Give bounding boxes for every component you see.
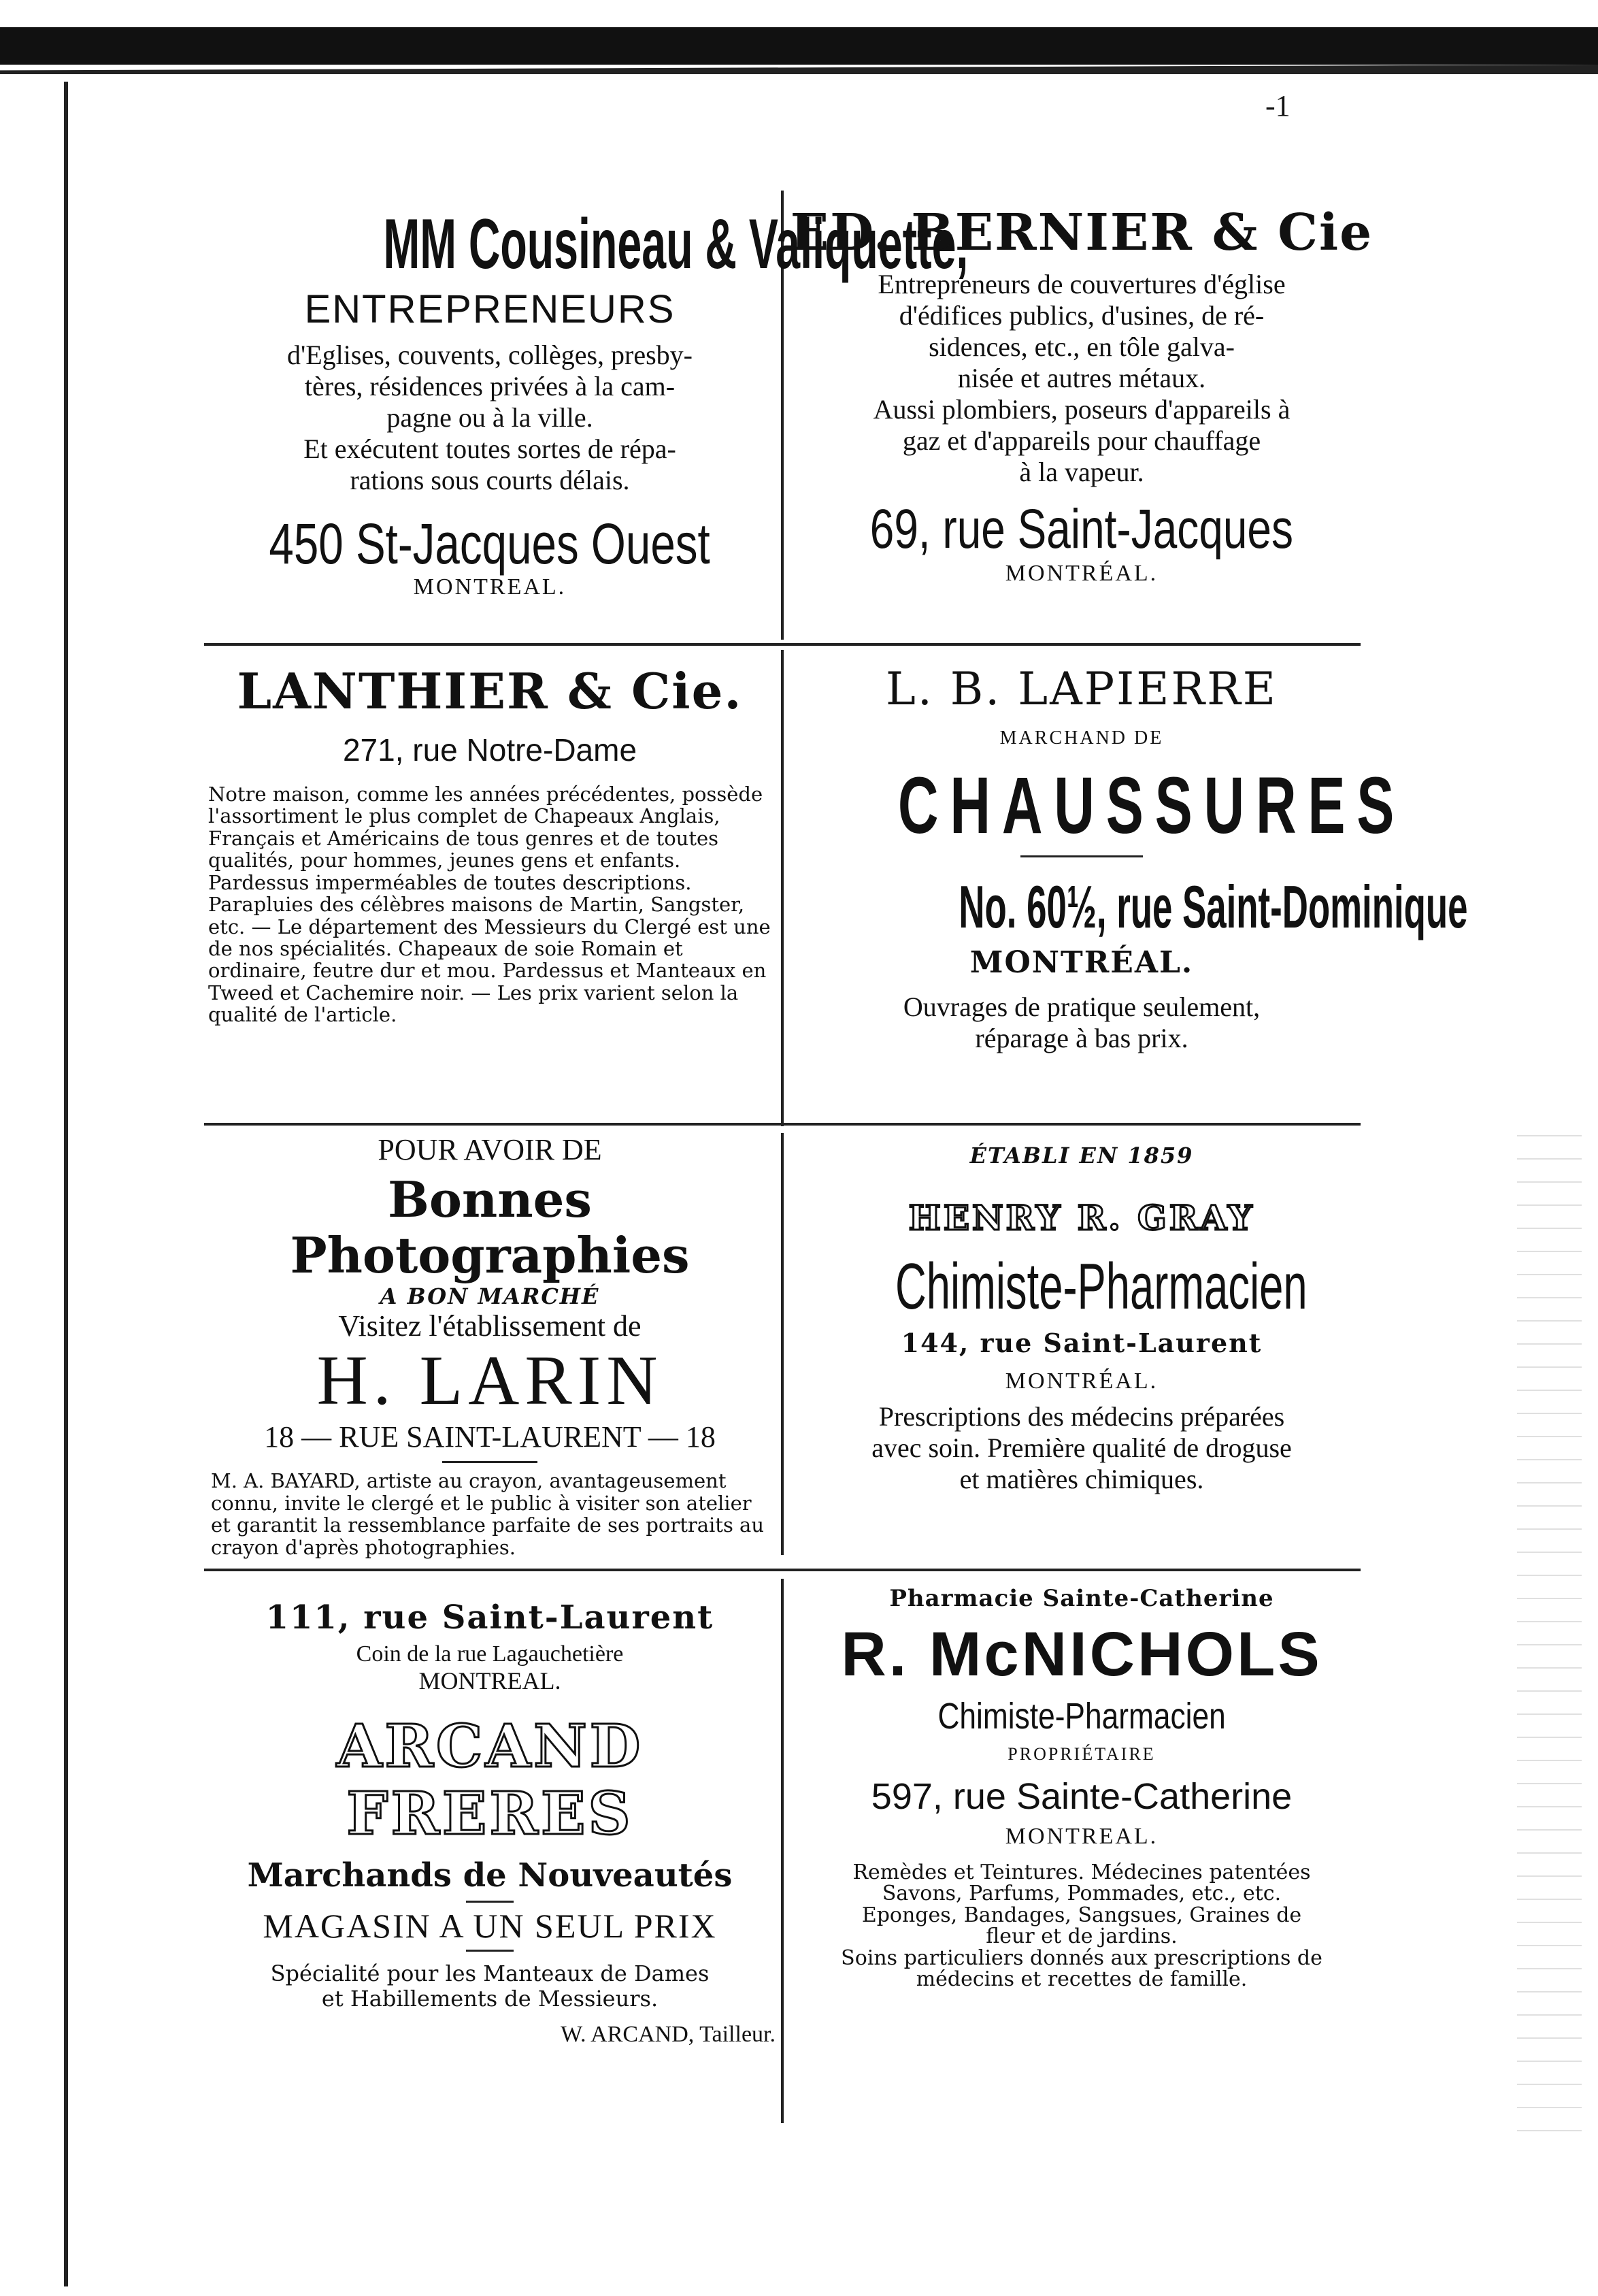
ad-rule <box>466 1901 514 1903</box>
ad-established: ÉTABLI EN 1859 <box>969 1143 1194 1168</box>
ad-desc-line: Entrepreneurs de couvertures d'église <box>878 269 1286 300</box>
ad-desc-line: sidences, etc., en tôle galva- <box>929 331 1235 363</box>
ad-desc-line: à la vapeur. <box>1019 457 1144 488</box>
ad-role: PROPRIÉTAIRE <box>1008 1743 1156 1764</box>
ad-desc-line: gaz et d'appareils pour chauffage <box>902 425 1261 457</box>
ad-henry-gray <box>789 1143 1374 1495</box>
ad-address: 597, rue Sainte-Catherine <box>871 1775 1293 1817</box>
ad-desc-line: tères, résidences privées à la cam- <box>304 370 676 401</box>
ad-name: MM Cousineau & Valiquette, <box>383 205 969 284</box>
ad-mcnichols <box>789 1586 1374 1990</box>
ad-desc-line: d'édifices publics, d'usines, de ré- <box>899 300 1265 331</box>
ad-desc-line: réparage à bas prix. <box>975 1022 1188 1053</box>
ad-tailor: W. ARCAND, Tailleur. <box>561 2021 776 2047</box>
page-top-border <box>0 0 1598 80</box>
ad-ed-bernier <box>789 204 1374 587</box>
ad-desc-line: et matières chimiques. <box>959 1464 1204 1495</box>
ad-body-text: Notre maison, comme les années précédentes, possède l'assortiment le plus complet de Chapeaux Anglais, Français et Américains de tous genres et de toutes qualités, pour hommes, jeunes gens et enfants. Pardessus imperméables de toutes descriptions. Parapluies des célèbres maisons de Martin, Sangster, etc. — Le département des Messieurs du Clergé est une de nos spécialités. Chapeaux de soie Romain et ordinaire, feutre dur et mou. Pardessus et Manteaux en Tweed et Cachemire noir. — Les prix varient selon la qualité de l'article. <box>208 782 771 1027</box>
ad-trade: Chimiste-Pharmacien <box>895 1250 1308 1324</box>
page-left-rule <box>64 82 68 2286</box>
ad-spec-line: Spécialité pour les Manteaux de Dames <box>270 1961 710 1987</box>
ad-rule <box>466 1950 514 1952</box>
ad-desc-line: Ouvrages de pratique seulement, <box>903 991 1261 1022</box>
ad-name: ED. BERNIER & Cie <box>790 203 1374 262</box>
scan-edge-noise <box>1517 1123 1582 2144</box>
ad-trade: ENTREPRENEURS <box>304 287 676 331</box>
ad-city: MONTRÉAL. <box>1005 1368 1159 1394</box>
ad-pre: Pharmacie Sainte-Catherine <box>889 1585 1274 1612</box>
ad-address: No. 60½, rue Saint-Dominique <box>959 873 1468 941</box>
ad-visit: Visitez l'établissement de <box>338 1309 642 1343</box>
ad-city: MONTRÉAL. <box>1005 561 1159 587</box>
ad-slogan: MAGASIN A UN SEUL PRIX <box>263 1906 717 1945</box>
ad-desc-line: Soins particuliers donnés aux prescriptions de <box>841 1946 1322 1970</box>
ad-desc-line: nisée et autres métaux. <box>957 363 1206 394</box>
ad-arcand-freres <box>204 1599 776 2048</box>
ad-spec-line: et Habillements de Messieurs. <box>321 1985 659 2012</box>
ad-address: 271, rue Notre-Dame <box>342 732 637 768</box>
ad-desc-line: Savons, Parfums, Pommades, etc., etc. <box>882 1882 1282 1906</box>
ad-address: 111, rue Saint-Laurent <box>265 1598 714 1637</box>
column-divider <box>781 1579 784 2123</box>
page-corner-mark: -1 <box>1265 89 1291 122</box>
ad-note: M. A. BAYARD, artiste au crayon, avantageusement connu, invite le clergé et le public à visiter son atelier et garantit la ressemblance parfaite de ses portraits au crayon d'après photographies. <box>211 1469 765 1559</box>
ad-desc-line: Prescriptions des médecins préparées <box>878 1401 1285 1432</box>
ad-city: MONTREAL. <box>413 574 567 600</box>
ad-name: R. McNICHOLS <box>841 1620 1322 1690</box>
ad-name: HENRY R. GRAY <box>908 1197 1255 1238</box>
ad-desc-line: Aussi plombiers, poseurs d'appareils à <box>873 394 1291 425</box>
row-divider <box>204 1569 1361 1571</box>
ad-trade: CHAUSSURES <box>897 761 1406 851</box>
ad-address: 69, rue Saint-Jacques <box>869 498 1294 561</box>
ad-desc-line: fleur et de jardins. <box>986 1924 1178 1949</box>
ad-name: ARCAND FRERES <box>336 1711 644 1848</box>
ad-name: LANTHIER & Cie. <box>237 662 743 720</box>
ad-city: MONTREAL. <box>418 1667 561 1695</box>
ad-address: 144, rue Saint-Laurent <box>901 1328 1263 1359</box>
ad-rule <box>442 1461 537 1463</box>
ad-address: 450 St-Jacques Ouest <box>269 511 711 576</box>
ad-rule <box>1020 855 1143 857</box>
ad-address: 18 — RUE SAINT-LAURENT — 18 <box>264 1420 716 1454</box>
ad-headline: Bonnes Photographies <box>290 1170 690 1285</box>
ad-desc-line: pagne ou à la ville. <box>386 401 593 433</box>
ad-name: L. B. LAPIERRE <box>886 663 1278 715</box>
ad-sub: A BON MARCHÉ <box>380 1283 600 1310</box>
ad-desc-line: d'Eglises, couvents, collèges, presby- <box>287 339 693 370</box>
ad-city: MONTRÉAL. <box>969 945 1194 981</box>
column-divider <box>781 650 784 1126</box>
ad-corner: Coin de la rue Lagauchetière <box>356 1641 624 1667</box>
ad-city: MONTREAL. <box>1005 1823 1159 1849</box>
ad-lanthier <box>204 663 776 1026</box>
ad-cousineau-valiquette <box>204 204 969 600</box>
ad-desc-line: médecins et recettes de famille. <box>916 1967 1248 1992</box>
ad-desc-line: Et exécutent toutes sortes de répa- <box>303 433 676 464</box>
ad-desc-line: rations sous courts délais. <box>350 464 630 495</box>
ad-trade: Chimiste-Pharmacien <box>937 1695 1226 1737</box>
row-divider <box>204 1123 1361 1126</box>
row-divider <box>204 643 1361 646</box>
column-divider <box>781 1133 784 1555</box>
ad-lapierre <box>789 663 1468 1054</box>
ad-desc-line: avec soin. Première qualité de droguse <box>871 1432 1292 1464</box>
ad-larin <box>204 1133 776 1558</box>
ad-desc-line: Remèdes et Teintures. Médecines patentées <box>852 1860 1311 1884</box>
ad-trade: Marchands de Nouveautés <box>247 1856 733 1895</box>
ad-pre: MARCHAND DE <box>999 727 1164 749</box>
ad-pre: POUR AVOIR DE <box>378 1133 602 1166</box>
ad-name: H. LARIN <box>316 1341 663 1420</box>
ad-desc-line: Eponges, Bandages, Sangsues, Graines de <box>861 1903 1302 1927</box>
